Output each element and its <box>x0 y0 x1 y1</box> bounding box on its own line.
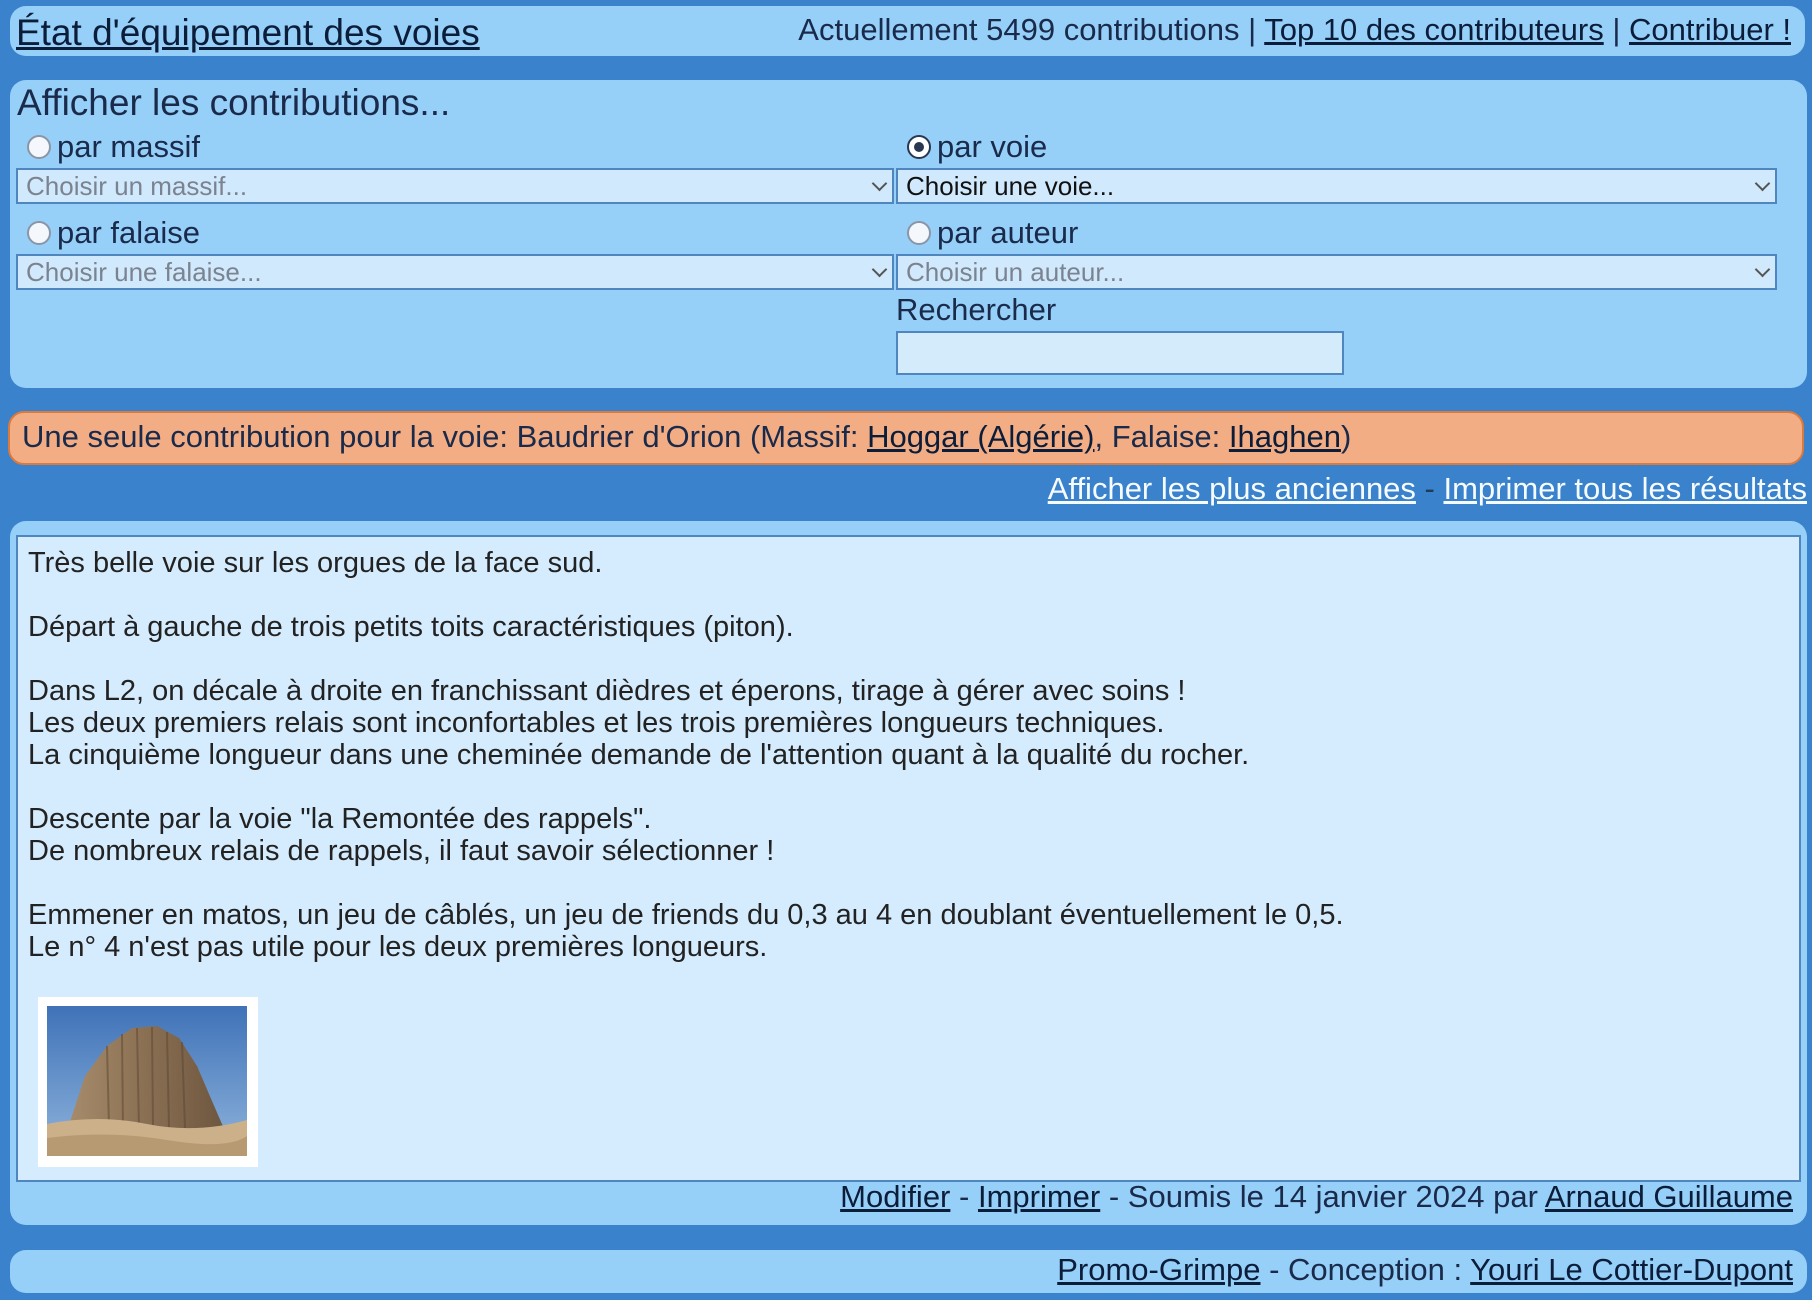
edit-link[interactable]: Modifier <box>840 1179 951 1214</box>
falaise-link[interactable]: Ihaghen <box>1228 419 1341 454</box>
search-label: Rechercher <box>896 292 1057 327</box>
text-line: Descente par la voie "la Remontée des rappels". <box>28 803 652 835</box>
text-line: De nombreux relais de rappels, il faut savoir sélectionner ! <box>28 835 775 867</box>
voie-select[interactable] <box>896 168 1777 204</box>
contribution-card <box>10 521 1807 1225</box>
credits <box>1057 1252 1793 1288</box>
text-line: Très belle voie sur les orgues de la face sud. <box>28 547 603 579</box>
text-line: Les deux premiers relais sont inconfortables et les trois premières longueurs techniques. <box>28 707 1165 739</box>
radio-auteur-label: par auteur <box>937 215 1079 250</box>
print-all-link[interactable]: Imprimer tous les résultats <box>1443 471 1807 506</box>
separator: - <box>1424 471 1435 506</box>
radio-voie-label: par voie <box>937 129 1048 164</box>
rock-photo <box>47 1006 247 1156</box>
result-actions <box>1048 471 1807 507</box>
print-link[interactable]: Imprimer <box>977 1179 1101 1214</box>
massif-link[interactable]: Hoggar (Algérie) <box>867 419 1095 454</box>
page-footer <box>10 1250 1807 1293</box>
filter-voie-option[interactable] <box>907 129 1047 165</box>
radio-voie[interactable] <box>907 135 931 159</box>
contribution-footer <box>840 1179 1793 1215</box>
radio-falaise-label: par falaise <box>57 215 201 250</box>
photo-thumbnail[interactable] <box>38 997 258 1167</box>
text-line: Le n° 4 n'est pas utile pour les deux premières longueurs. <box>28 931 768 963</box>
massif-select-value: Choisir un massif... <box>26 171 248 201</box>
chevron-down-icon <box>1757 266 1767 276</box>
site-title-link[interactable]: État d'équipement des voies <box>16 12 480 53</box>
voie-select-value: Choisir une voie... <box>906 171 1115 201</box>
auteur-select[interactable] <box>896 254 1777 290</box>
massif-select[interactable] <box>16 168 894 204</box>
falaise-select-value: Choisir une falaise... <box>26 257 262 287</box>
chevron-down-icon <box>874 266 884 276</box>
top10-link[interactable]: Top 10 des contributeurs <box>1264 12 1604 47</box>
search-input[interactable] <box>896 331 1344 375</box>
chevron-down-icon <box>1757 180 1767 190</box>
design-text: - Conception : <box>1269 1252 1463 1287</box>
submitted-text: - Soumis le 14 janvier 2024 par <box>1108 1179 1538 1214</box>
paragraph <box>28 547 1789 579</box>
designer-link[interactable]: Youri Le Cottier-Dupont <box>1470 1252 1793 1287</box>
separator: - <box>959 1179 970 1214</box>
filter-falaise-option[interactable] <box>27 215 200 251</box>
paragraph <box>28 611 1789 643</box>
contribute-link[interactable]: Contribuer ! <box>1629 12 1791 47</box>
filters-panel <box>10 80 1807 388</box>
paragraph <box>28 803 1789 867</box>
filters-title: Afficher les contributions... <box>17 82 451 123</box>
chevron-down-icon <box>874 180 884 190</box>
falaise-select[interactable] <box>16 254 894 290</box>
result-prefix: Une seule contribution pour la voie: Baudrier d'Orion (Massif: <box>22 419 868 454</box>
author-link[interactable]: Arnaud Guillaume <box>1544 1179 1793 1214</box>
radio-falaise[interactable] <box>27 221 51 245</box>
separator: | <box>1248 12 1257 47</box>
result-middle: , Falaise: <box>1094 419 1229 454</box>
separator: | <box>1612 12 1621 47</box>
text-line: Départ à gauche de trois petits toits caractéristiques (piton). <box>28 611 794 643</box>
show-oldest-link[interactable]: Afficher les plus anciennes <box>1047 471 1416 506</box>
filter-auteur-option[interactable] <box>907 215 1078 251</box>
radio-massif[interactable] <box>27 135 51 159</box>
result-suffix: ) <box>1340 419 1352 454</box>
result-banner <box>8 411 1804 465</box>
promo-grimpe-link[interactable]: Promo-Grimpe <box>1057 1252 1261 1287</box>
text-line: Dans L2, on décale à droite en franchissant dièdres et éperons, tirage à gérer avec soins ! <box>28 675 1186 707</box>
filter-massif-option[interactable] <box>27 129 200 165</box>
text-line: Emmener en matos, un jeu de câblés, un jeu de friends du 0,3 au 4 en doublant éventuellement le 0,5. <box>28 899 1344 931</box>
contributions-count: Actuellement 5499 contributions <box>798 12 1240 47</box>
header-info <box>798 12 1791 48</box>
radio-auteur[interactable] <box>907 221 931 245</box>
paragraph <box>28 675 1789 771</box>
text-line: La cinquième longueur dans une cheminée demande de l'attention quant à la qualité du rocher. <box>28 739 1250 771</box>
header-bar <box>10 6 1805 56</box>
paragraph <box>28 899 1789 963</box>
radio-massif-label: par massif <box>57 129 200 164</box>
contribution-text <box>16 535 1801 1182</box>
auteur-select-value: Choisir un auteur... <box>906 257 1125 287</box>
